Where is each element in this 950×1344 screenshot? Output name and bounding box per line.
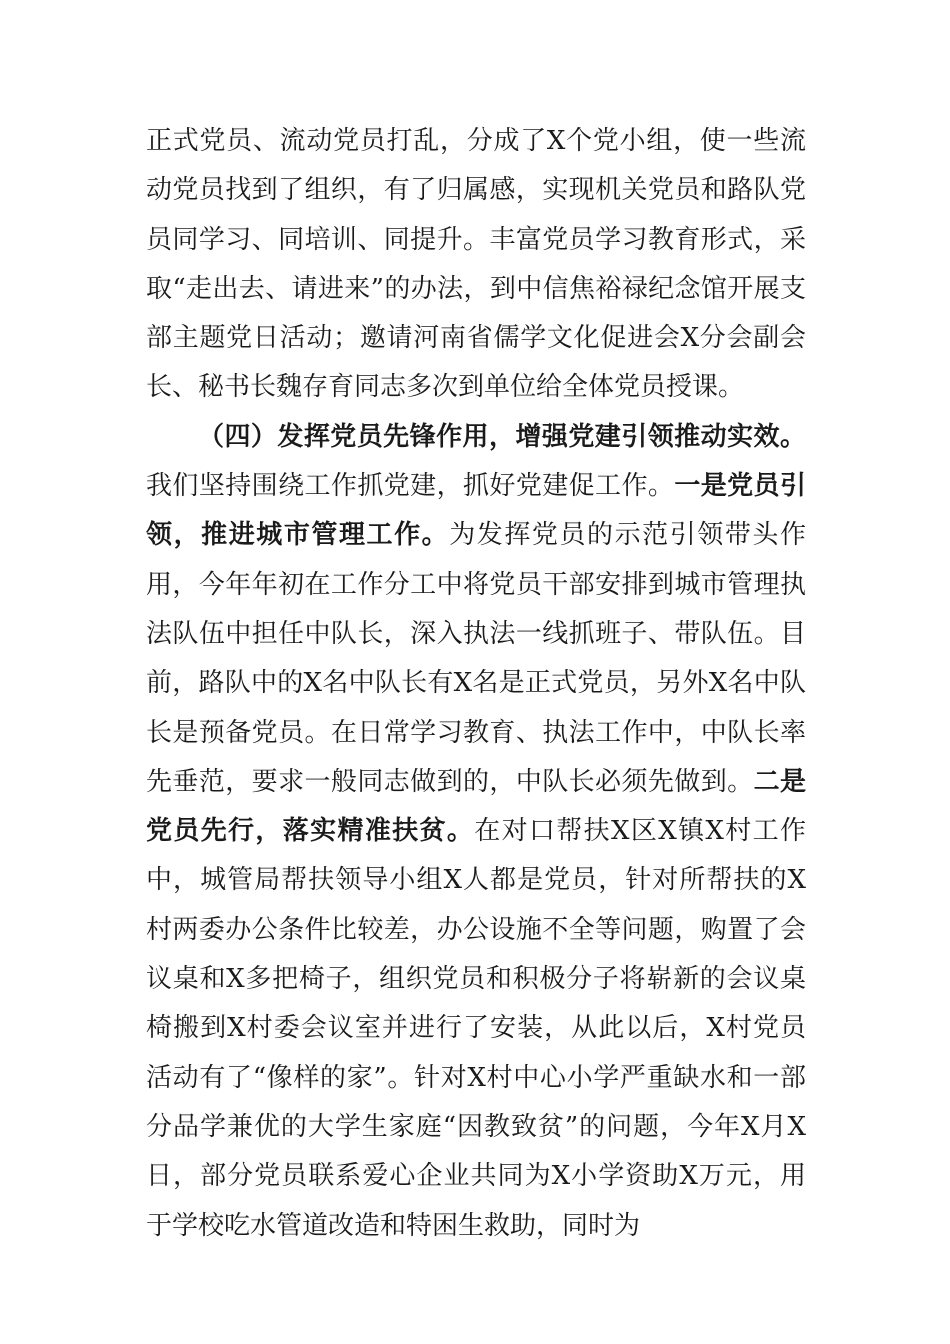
paragraph-text: 在对口帮扶X区X镇X村工作中，城管局帮扶领导小组X人都是党员，针对所帮扶的X村两委办公条件比较差，办公设施不全等问题，购置了会议桌和X多把椅子，组织党员和积极分子将崭新的会议桌椅搬到X村委会议室并进行了安装，从此以后，X村党员活动有了“像样的家”。针对X村中心小学严重缺水和一部分品学兼优的大学生家庭“因教致贫”的问题，今年X月X日，部分党员联系爱心企业共同为X小学资助X万元，用于学校吃水管道改造和特困生救助，同时为 bbox=[146, 816, 806, 1241]
paragraph-text: 为发挥党员的示范引领带头作用，今年年初在工作分工中将党员干部安排到城市管理执法队伍中担任中队长，深入执法一线抓班子、带队伍。目前，路队中的X名中队长有X名是正式党员，另外X名中队长是预备党员。在日常学习教育、执法工作中，中队长率先垂范，要求一般同志做到的，中队长必须先做到。 bbox=[146, 520, 806, 797]
paragraph-party-groups bbox=[146, 117, 806, 413]
section-heading: （四）发挥党员先锋作用，增强党建引领推动实效。 bbox=[198, 421, 806, 452]
paragraph-text: 我们坚持围绕工作抓党建，抓好党建促工作。 bbox=[146, 471, 675, 502]
point-one-heading: 一是党员引领，推进城市管理工作。 bbox=[146, 471, 806, 551]
paragraph-vanguard-role bbox=[146, 413, 806, 1251]
body-text bbox=[146, 117, 806, 1251]
paragraph-text: 正式党员、流动党员打乱，分成了X个党小组，使一些流动党员找到了组织，有了归属感，实现机关党员和路队党员同学习、同培训、同提升。丰富党员学习教育形式，采取“走出去、请进来”的办法，到中信焦裕禄纪念馆开展支部主题党日活动；邀请河南省儒学文化促进会X分会副会长、秘书长魏存育同志多次到单位给全体党员授课。 bbox=[146, 126, 806, 403]
point-two-heading: 二是党员先行，落实精准扶贫。 bbox=[146, 766, 806, 847]
